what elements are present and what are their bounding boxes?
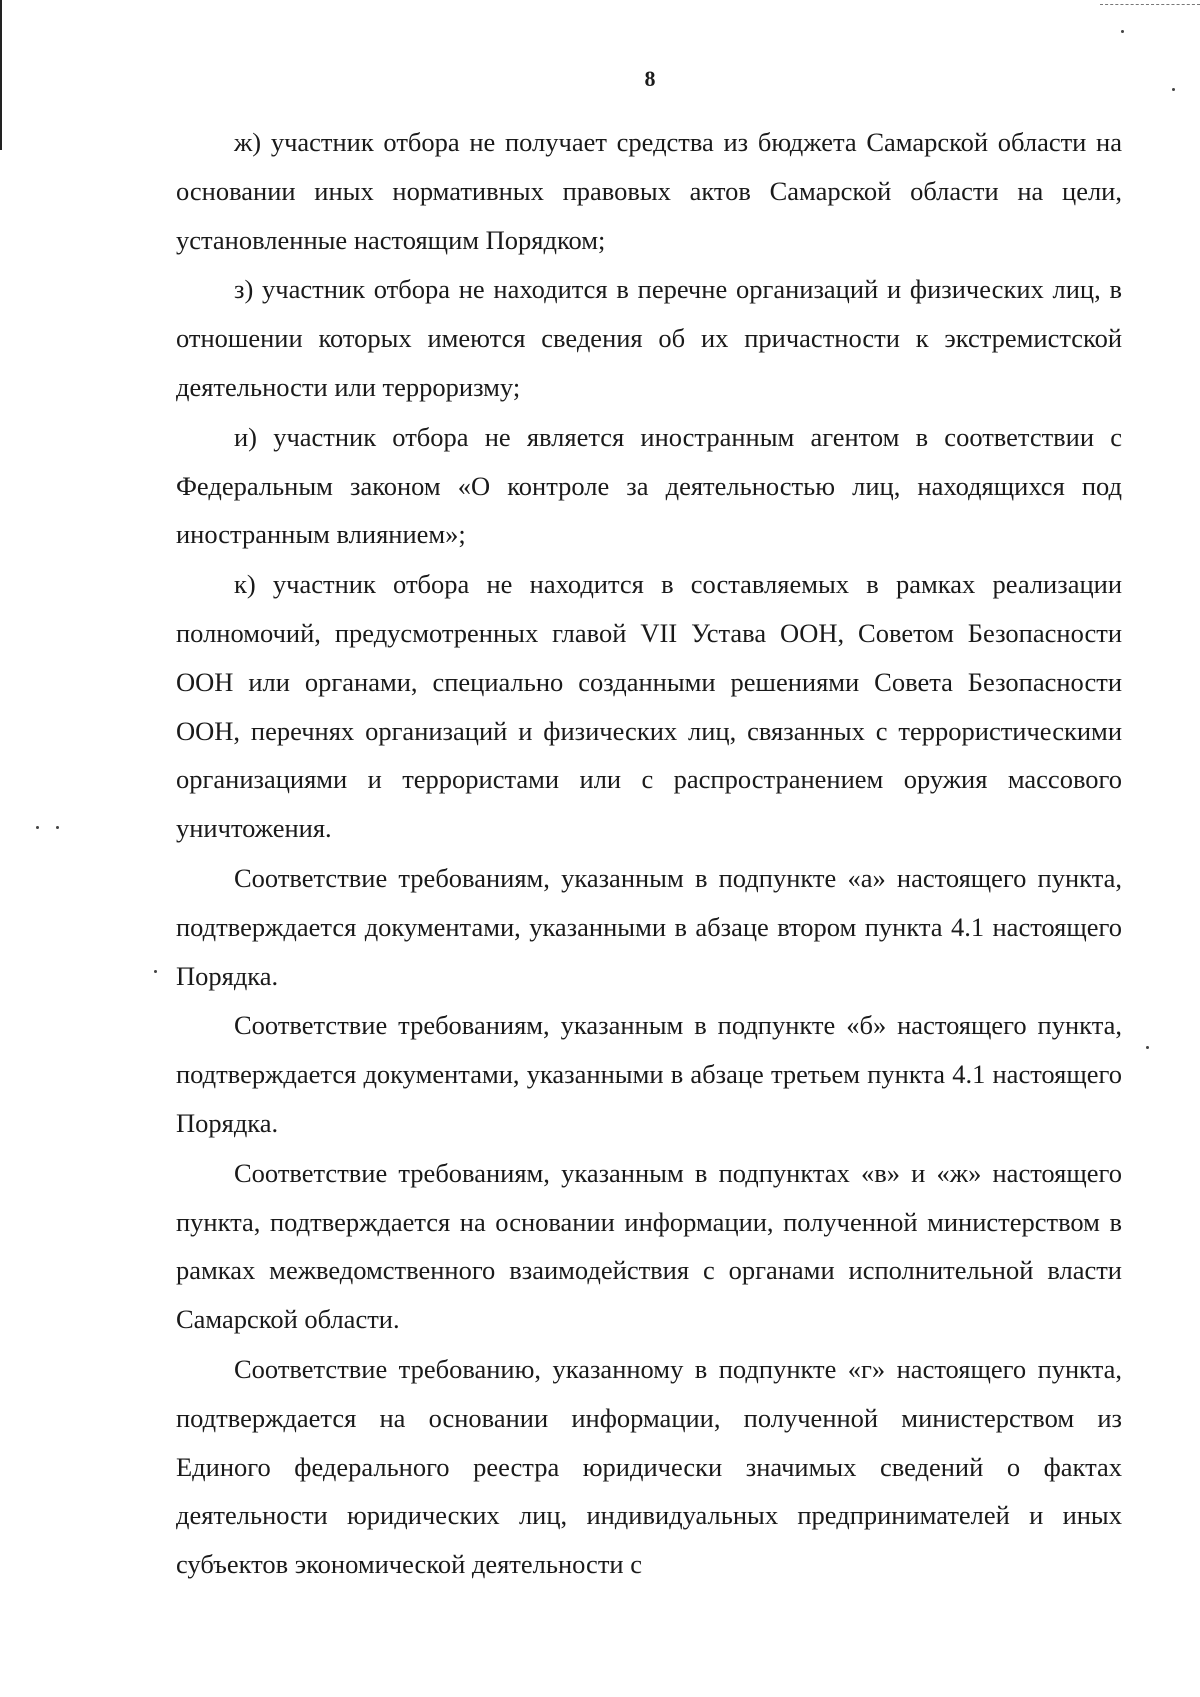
paragraph-compliance-b: Соответствие требованиям, указанным в подпункте «б» настоящего пункта, подтверждается документами, указанными в абзаце третьем пункта 4.1 настоящего Порядка.	[176, 1010, 1122, 1138]
document-body	[176, 118, 1122, 1590]
scan-speck	[56, 826, 59, 829]
page-number: 8	[644, 66, 656, 91]
scan-speck	[1146, 1046, 1149, 1049]
scan-speck	[1121, 30, 1124, 33]
paragraph-compliance-a: Соответствие требованиям, указанным в подпункте «а» настоящего пункта, подтверждается документами, указанными в абзаце втором пункта 4.1 настоящего Порядка.	[176, 862, 1122, 991]
scan-top-line	[1100, 4, 1200, 6]
paragraph-z: з) участник отбора не находится в перечне организаций и физических лиц, в отношении которых имеются сведения об их причастности к экстремистской деятельности или терроризму;	[176, 274, 1122, 402]
scan-speck	[154, 970, 157, 973]
paragraph-i: и) участник отбора не является иностранным агентом в соответствии с Федеральным законом «О контроле за деятельностью лиц, находящихся под иностранным влиянием»;	[176, 421, 1122, 550]
paragraph-compliance-g: Соответствие требованию, указанному в подпункте «г» настоящего пункта, подтверждается на основании информации, полученной министерством из Единого федерального реестра юридически значимых сведений о фактах деятельности юридических лиц, индивидуальных предпринимателей и иных субъектов экономической деятельности с	[176, 1353, 1122, 1580]
paragraph-zh: ж) участник отбора не получает средства из бюджета Самарской области на основании иных нормативных правовых актов Самарской области на цели, установленные настоящим Порядком;	[176, 127, 1122, 255]
scan-speck	[36, 826, 39, 829]
paragraph-k: к) участник отбора не находится в составляемых в рамках реализации полномочий, предусмотренных главой VII Устава ООН, Советом Безопасности ООН или органами, специально созданными решениями Совета Безопасности ООН, перечнях организаций и физических лиц, связанных с террористическими организациями и террористами или с распространением оружия массового уничтожения.	[176, 569, 1122, 844]
paragraph-compliance-v-zh: Соответствие требованиям, указанным в подпунктах «в» и «ж» настоящего пункта, подтверждается на основании информации, полученной министерством в рамках межведомственного взаимодействия с органами исполнительной власти Самарской области.	[176, 1157, 1122, 1335]
